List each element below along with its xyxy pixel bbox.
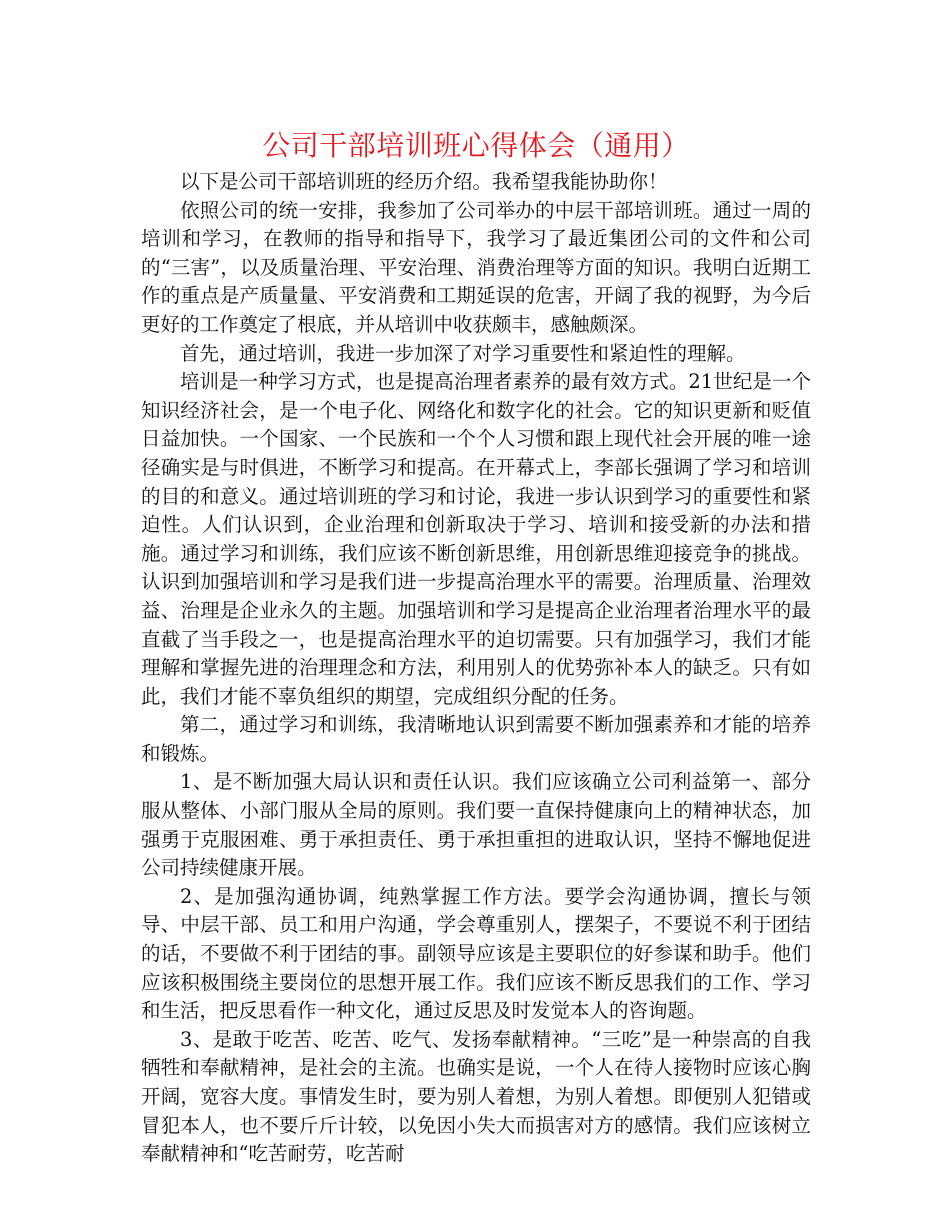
paragraph-item-1: 1、是不断加强大局认识和责任认识。我们应该确立公司利益第一、部分服从整体、小部门服从全局的原则。我们要一直保持健康向上的精神状态，加强勇于克服困难、勇于承担责任、勇于承担重担的进取认识，坚持不懈地促进公司持续健康开展。 [141, 770, 811, 880]
paragraph-second-point: 第二，通过学习和训练，我清晰地认识到需要不断加强素养和才能的培养和锻炼。 [141, 713, 811, 765]
paragraph-first-point: 首先，通过培训，我进一步加深了对学习重要性和紧迫性的理解。 [180, 341, 746, 365]
document-page [141, 124, 811, 1169]
document-title: 公司干部培训班心得体会（通用） [262, 129, 690, 162]
paragraph-intro: 以下是公司干部培训班的经历介绍。我希望我能协助你！ [180, 170, 668, 193]
paragraph-item-3: 3、是敢于吃苦、吃苦、吃气、发扬奉献精神。“三吃”是一种崇高的自我牺牲和奉献精神，是社会的主流。也确实是说，一个人在待人接物时应该心胸开阔，宽容大度。事情发生时，要为别人着想，为别人着想。即便别人犯错或冒犯本人，也不要斤斤计较，以免因小失大而损害对方的感情。我们应该树立奉献精神和“吃苦耐劳，吃苦耐 [141, 1027, 811, 1166]
paragraph-background: 依照公司的统一安排，我参加了公司举办的中层干部培训班。通过一周的培训和学习，在教师的指导和指导下，我学习了最近集团公司的文件和公司的“三害”，以及质量治理、平安治理、消费治理等方面的知识。我明白近期工作的重点是产质量量、平安消费和工期延误的危害，开阔了我的视野，为今后更好的工作奠定了根底，并从培训中收获颇丰，感触颇深。 [141, 198, 811, 336]
paragraph-training-importance: 培训是一种学习方式，也是提高治理者素养的最有效方式。21世纪是一个知识经济社会，是一个电子化、网络化和数字化的社会。它的知识更新和贬值日益加快。一个国家、一个民族和一个个人习惯和跟上现代社会开展的唯一途径确实是与时俱进，不断学习和提高。在开幕式上，李部长强调了学习和培训的目的和意义。通过培训班的学习和讨论，我进一步认识到学习的重要性和紧迫性。人们认识到，企业治理和创新取决于学习、培训和接受新的办法和措施。通过学习和训练，我们应该不断创新思维，用创新思维迎接竞争的挑战。认识到加强培训和学习是我们进一步提高治理水平的需要。治理质量、治理效益、治理是企业永久的主题。加强培训和学习是提高企业治理者治理水平的最直截了当手段之一，也是提高治理水平的迫切需要。只有加强学习，我们才能理解和掌握先进的治理理念和方法，利用别人的优势弥补本人的缺乏。只有如此，我们才能不辜负组织的期望，完成组织分配的任务。 [141, 370, 811, 708]
paragraph-item-2: 2、是加强沟通协调，纯熟掌握工作方法。要学会沟通协调，擅长与领导、中层干部、员工和用户沟通，学会尊重别人，摆架子，不要说不利于团结的话，不要做不利于团结的事。副领导应该是主要职位的好参谋和助手。他们应该积极围绕主要岗位的思想开展工作。我们应该不断反思我们的工作、学习和生活，把反思看作一种文化，通过反思及时发觉本人的咨询题。 [141, 884, 811, 1023]
